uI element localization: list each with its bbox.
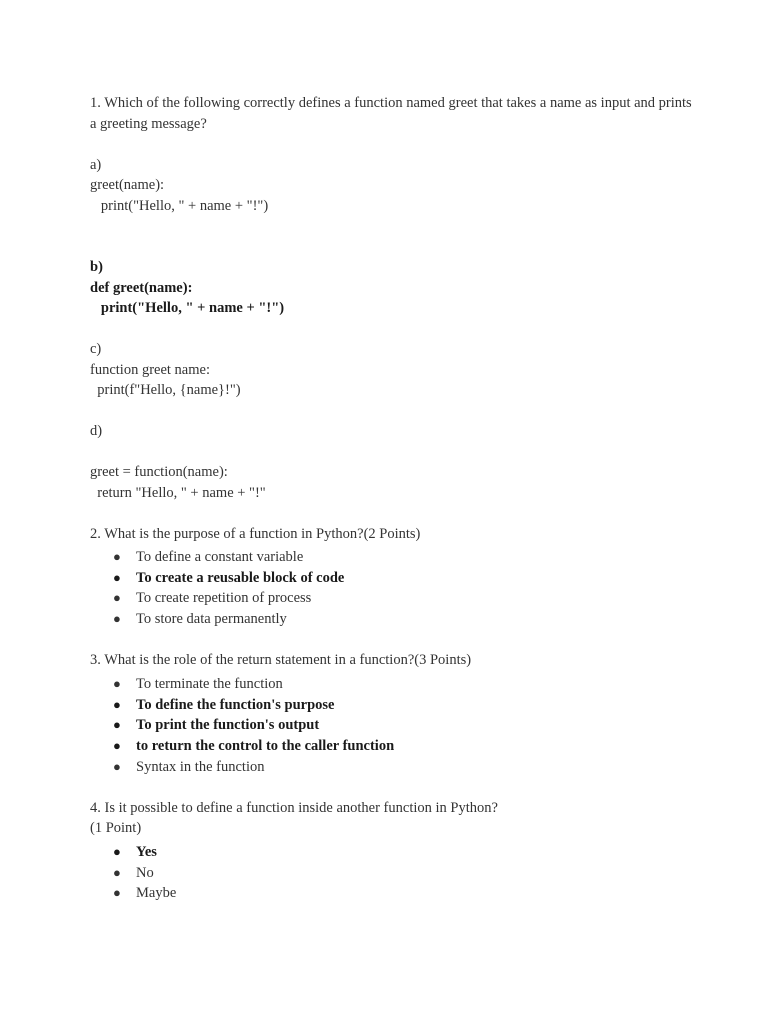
option-text: to return the control to the caller function	[136, 737, 395, 754]
list-item	[90, 842, 700, 863]
list-item	[90, 863, 700, 884]
list-item	[90, 736, 700, 757]
bullet-icon: ●	[113, 569, 121, 585]
option-b-code-line-2: print("Hello, " + name + "!")	[90, 300, 285, 316]
question-2-text: 2. What is the purpose of a function in Python?(2 Points)	[90, 525, 421, 542]
option-text: To create a reusable block of code	[136, 569, 345, 586]
bullet-icon: ●	[113, 843, 121, 859]
list-item	[90, 715, 700, 736]
list-item	[90, 609, 700, 630]
option-text: Syntax in the function	[136, 758, 265, 775]
list-item	[90, 757, 700, 778]
option-text: To store data permanently	[136, 611, 287, 628]
question-1	[90, 93, 700, 503]
list-item	[90, 568, 700, 589]
question-4-text: 4. Is it possible to define a function inside another function in Python?	[90, 799, 498, 816]
option-c-code-line-2: print(f"Hello, {name}!")	[90, 382, 241, 398]
list-item	[90, 883, 700, 904]
option-c	[90, 339, 700, 401]
bullet-icon: ●	[113, 675, 121, 691]
list-item	[90, 674, 700, 695]
question-3-options	[90, 674, 700, 778]
bullet-icon: ●	[113, 885, 121, 901]
option-d-code-line-1: greet = function(name):	[90, 464, 228, 480]
option-c-code-line-1: function greet name:	[90, 361, 210, 378]
option-text: To define the function's purpose	[136, 696, 335, 713]
option-text: Maybe	[136, 885, 177, 902]
option-text: To print the function's output	[136, 717, 320, 734]
question-3	[90, 650, 700, 777]
bullet-icon: ●	[113, 549, 121, 564]
bullet-icon: ●	[113, 737, 121, 753]
option-text: Yes	[136, 843, 157, 860]
question-4-options	[90, 842, 700, 904]
option-a-label: a)	[90, 156, 102, 173]
question-3-text: 3. What is the role of the return statement in a function?(3 Points)	[90, 652, 472, 669]
question-4-points: (1 Point)	[90, 820, 142, 837]
bullet-icon: ●	[113, 590, 121, 606]
bullet-icon: ●	[113, 864, 121, 880]
bullet-icon: ●	[113, 611, 121, 627]
option-text: To terminate the function	[136, 675, 283, 692]
list-item	[90, 695, 700, 716]
option-d-label: d)	[90, 423, 103, 439]
option-a-code-line-1: greet(name):	[90, 177, 165, 193]
list-item	[90, 588, 700, 609]
option-b-label: b)	[90, 259, 103, 275]
option-b-code-line-1: def greet(name):	[90, 279, 193, 296]
option-text: To create repetition of process	[136, 590, 312, 607]
question-2	[90, 524, 700, 630]
question-2-options	[90, 547, 700, 630]
option-a	[90, 155, 700, 217]
quiz-document	[90, 93, 700, 904]
option-text: No	[136, 864, 154, 881]
option-c-label: c)	[90, 341, 102, 357]
question-4	[90, 798, 700, 904]
option-d-code-line-2: return "Hello, " + name + "!"	[90, 484, 266, 501]
option-text: To define a constant variable	[136, 549, 304, 565]
question-1-text: 1. Which of the following correctly defines a function named greet that takes a name as input and prints a greeting message?	[90, 95, 692, 132]
bullet-icon: ●	[113, 696, 121, 712]
list-item	[90, 547, 700, 568]
bullet-icon: ●	[113, 758, 121, 774]
bullet-icon: ●	[113, 717, 121, 733]
option-d	[90, 421, 700, 503]
option-a-code-line-2: print("Hello, " + name + "!")	[90, 197, 269, 214]
option-b	[90, 257, 700, 319]
